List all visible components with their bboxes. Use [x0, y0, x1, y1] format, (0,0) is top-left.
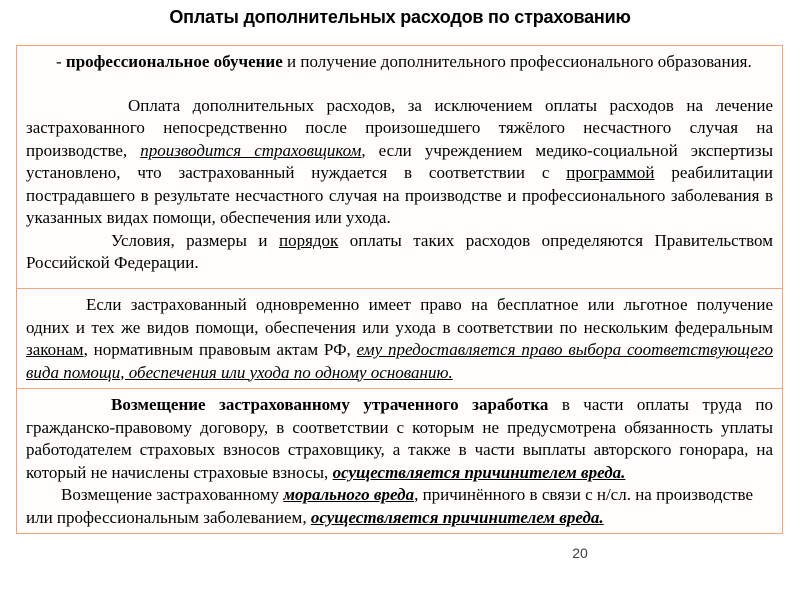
text-run: оплаты таких расходов определяются Правительством Российской Федерации.: [26, 230, 773, 272]
text-run: , если учреждением медико-социальной экспертизы установлено, что застрахованный нуждается в соответствии с: [26, 140, 774, 182]
text-run: реабилитации пострадавшего в результате несчастного случая на производстве и профессионального заболевания в указанных видах помощи, обеспечения или ухода.: [26, 163, 773, 227]
text-run: Если застрахованный одновременно имеет право на бесплатное или льготное получение одних и тех же видов помощи, обеспечения или ухода в соответствии по нескольким федеральным: [26, 295, 773, 337]
text-run: морального вреда: [283, 485, 415, 504]
text-run: в части оплаты труда по гражданско-правовому договору, в соответствии с которым не предусмотрена обязанность уплаты работодателем страховых взносов страховщику, а также в части выплаты авторского гонорара, на который не начислены страховые взносы,: [26, 395, 773, 482]
text-run: -: [56, 52, 66, 71]
paragraph-moral-damage: [26, 484, 773, 529]
slide-title: Оплаты дополнительных расходов по страхованию: [169, 7, 631, 27]
text-run: и получение дополнительного профессионального образования.: [282, 52, 752, 71]
page-number: 20: [572, 545, 588, 561]
paragraph-right-of-choice: [26, 294, 773, 384]
text-run: осуществляется причинителем вреда.: [310, 507, 604, 527]
text-run: Возмещение застрахованному: [61, 485, 284, 504]
text-run: ему предоставляется право выбора соответствующего вида помощи, обеспечения или ухода по одному основанию.: [26, 340, 773, 382]
paragraph-conditions: [26, 230, 773, 275]
text-run: законам: [26, 340, 84, 359]
text-run: , нормативным правовым актам РФ,: [83, 340, 357, 359]
text-run: Возмещение застрахованному утраченного заработка: [111, 395, 549, 414]
text-run: порядок: [278, 230, 339, 250]
paragraph-lost-earnings: [26, 394, 773, 484]
text-box-2: [16, 288, 783, 389]
text-run: , причинённого в связи с н/сл. на производстве или профессиональным заболеванием,: [26, 485, 754, 527]
text-box-3: [16, 388, 783, 534]
text-run: профессиональное обучение: [65, 52, 283, 71]
text-run: Оплата дополнительных расходов, за исключением оплаты расходов на лечение застрахованного непосредственно после произошедшего тяжёлого несчастного случая на производстве,: [26, 95, 773, 160]
paragraph-additional-expenses: [26, 95, 773, 230]
text-run: программой: [566, 163, 655, 182]
text-run: производится страховщиком: [140, 140, 362, 160]
text-run: Условия, размеры и: [111, 230, 279, 250]
text-run: осуществляется причинителем вреда.: [332, 462, 626, 482]
paragraph-professional-training: [26, 51, 773, 74]
text-boxes-container: [16, 45, 783, 534]
text-box-1: [16, 45, 783, 289]
